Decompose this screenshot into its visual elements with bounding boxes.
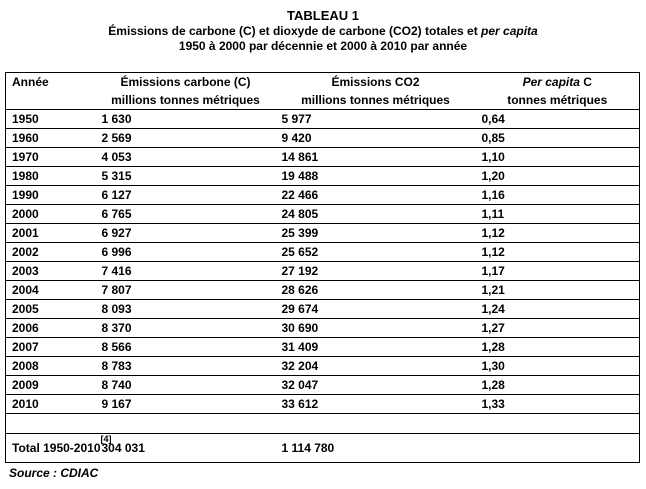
cell-co2: 24 805: [276, 205, 476, 224]
blank-cell: [96, 414, 276, 434]
blank-cell: [6, 414, 96, 434]
cell-per-capita: 1,17: [476, 262, 640, 281]
blank-cell: [476, 414, 640, 434]
units-carbon: millions tonnes métriques: [96, 91, 276, 110]
total-footnote: [4]: [100, 434, 112, 444]
total-label: [6, 434, 112, 463]
cell-year: 2004: [6, 281, 96, 300]
cell-co2: 25 399: [276, 224, 476, 243]
cell-co2: 30 690: [276, 319, 476, 338]
table-title-italic: per capita: [481, 24, 538, 38]
total-per-capita: [476, 434, 640, 463]
cell-per-capita: 0,85: [476, 129, 640, 148]
table-row: [6, 167, 640, 186]
cell-per-capita: 1,20: [476, 167, 640, 186]
table-row: [6, 262, 640, 281]
cell-carbon: 8 093: [96, 300, 276, 319]
total-carbon: 304 031: [101, 441, 145, 455]
cell-carbon: 6 127: [96, 186, 276, 205]
cell-per-capita: 1,10: [476, 148, 640, 167]
cell-co2: 14 861: [276, 148, 476, 167]
cell-per-capita: 1,11: [476, 205, 640, 224]
header-year: Année: [6, 73, 96, 92]
cell-co2: 28 626: [276, 281, 476, 300]
units-year: [6, 91, 96, 110]
units-per-capita: tonnes métriques: [476, 91, 640, 110]
cell-co2: 22 466: [276, 186, 476, 205]
cell-carbon: 7 416: [96, 262, 276, 281]
cell-year: 2003: [6, 262, 96, 281]
cell-per-capita: 1,12: [476, 224, 640, 243]
cell-year: 2010: [6, 395, 96, 414]
cell-carbon: 9 167: [96, 395, 276, 414]
table-row: [6, 338, 640, 357]
header-co2: Émissions CO2: [276, 73, 476, 92]
table-row: [6, 395, 640, 414]
table-row: [6, 224, 640, 243]
units-row: [6, 91, 640, 110]
cell-co2: 31 409: [276, 338, 476, 357]
table-title-block: [0, 8, 646, 54]
cell-per-capita: 1,30: [476, 357, 640, 376]
table-row: [6, 148, 640, 167]
cell-year: 2001: [6, 224, 96, 243]
units-co2: millions tonnes métriques: [276, 91, 476, 110]
table-title: [0, 24, 646, 39]
cell-co2: 29 674: [276, 300, 476, 319]
cell-carbon: 8 370: [96, 319, 276, 338]
cell-year: 2007: [6, 338, 96, 357]
total-row: [6, 434, 640, 463]
header-row: [6, 73, 640, 92]
total-label-text: Total 1950-2010: [12, 441, 101, 455]
cell-carbon: 8 566: [96, 338, 276, 357]
cell-per-capita: 1,24: [476, 300, 640, 319]
cell-carbon: 6 996: [96, 243, 276, 262]
cell-carbon: 8 740: [96, 376, 276, 395]
blank-row: [6, 414, 640, 434]
table-row: [6, 129, 640, 148]
cell-carbon: 8 783: [96, 357, 276, 376]
table-row: [6, 110, 640, 129]
cell-co2: 19 488: [276, 167, 476, 186]
cell-year: 1960: [6, 129, 96, 148]
cell-carbon: 2 569: [96, 129, 276, 148]
table-row: [6, 205, 640, 224]
cell-carbon: 7 807: [96, 281, 276, 300]
source-note: Source : CDIAC: [9, 466, 99, 480]
header-per-capita-suffix: C: [579, 75, 592, 89]
cell-co2: 33 612: [276, 395, 476, 414]
cell-co2: 9 420: [276, 129, 476, 148]
table-number: TABLEAU 1: [287, 8, 359, 23]
table-subtitle: 1950 à 2000 par décennie et 2000 à 2010 par année: [178, 39, 468, 53]
cell-per-capita: 0,64: [476, 110, 640, 129]
cell-per-capita: 1,12: [476, 243, 640, 262]
cell-per-capita: 1,33: [476, 395, 640, 414]
cell-year: 1990: [6, 186, 96, 205]
table-row: [6, 300, 640, 319]
cell-year: 2009: [6, 376, 96, 395]
table-row: [6, 357, 640, 376]
cell-co2: 32 047: [276, 376, 476, 395]
table-row: [6, 186, 640, 205]
cell-year: 2006: [6, 319, 96, 338]
cell-per-capita: 1,16: [476, 186, 640, 205]
table-title-text: Émissions de carbone (C) et dioxyde de carbone (CO2) totales et: [108, 24, 482, 38]
header-per-capita: [476, 73, 640, 92]
table-body: [6, 110, 640, 414]
cell-co2: 32 204: [276, 357, 476, 376]
table-row: [6, 319, 640, 338]
blank-cell: [276, 414, 476, 434]
header-carbon: Émissions carbone (C): [96, 73, 276, 92]
cell-year: 1950: [6, 110, 96, 129]
cell-co2: 25 652: [276, 243, 476, 262]
cell-carbon: 1 630: [96, 110, 276, 129]
cell-per-capita: 1,28: [476, 338, 640, 357]
emissions-table: [5, 72, 640, 463]
cell-year: 1970: [6, 148, 96, 167]
total-co2: 1 114 780: [281, 441, 335, 455]
table-row: [6, 281, 640, 300]
cell-per-capita: 1,21: [476, 281, 640, 300]
cell-co2: 5 977: [276, 110, 476, 129]
table-row: [6, 243, 640, 262]
cell-year: 2005: [6, 300, 96, 319]
cell-per-capita: 1,27: [476, 319, 640, 338]
header-per-capita-italic: Per capita: [522, 75, 580, 89]
cell-year: 1980: [6, 167, 96, 186]
cell-carbon: 6 927: [96, 224, 276, 243]
cell-per-capita: 1,28: [476, 376, 640, 395]
table-row: [6, 376, 640, 395]
cell-year: 2002: [6, 243, 96, 262]
cell-carbon: 6 765: [96, 205, 276, 224]
cell-carbon: 5 315: [96, 167, 276, 186]
cell-co2: 27 192: [276, 262, 476, 281]
cell-carbon: 4 053: [96, 148, 276, 167]
cell-year: 2008: [6, 357, 96, 376]
cell-year: 2000: [6, 205, 96, 224]
